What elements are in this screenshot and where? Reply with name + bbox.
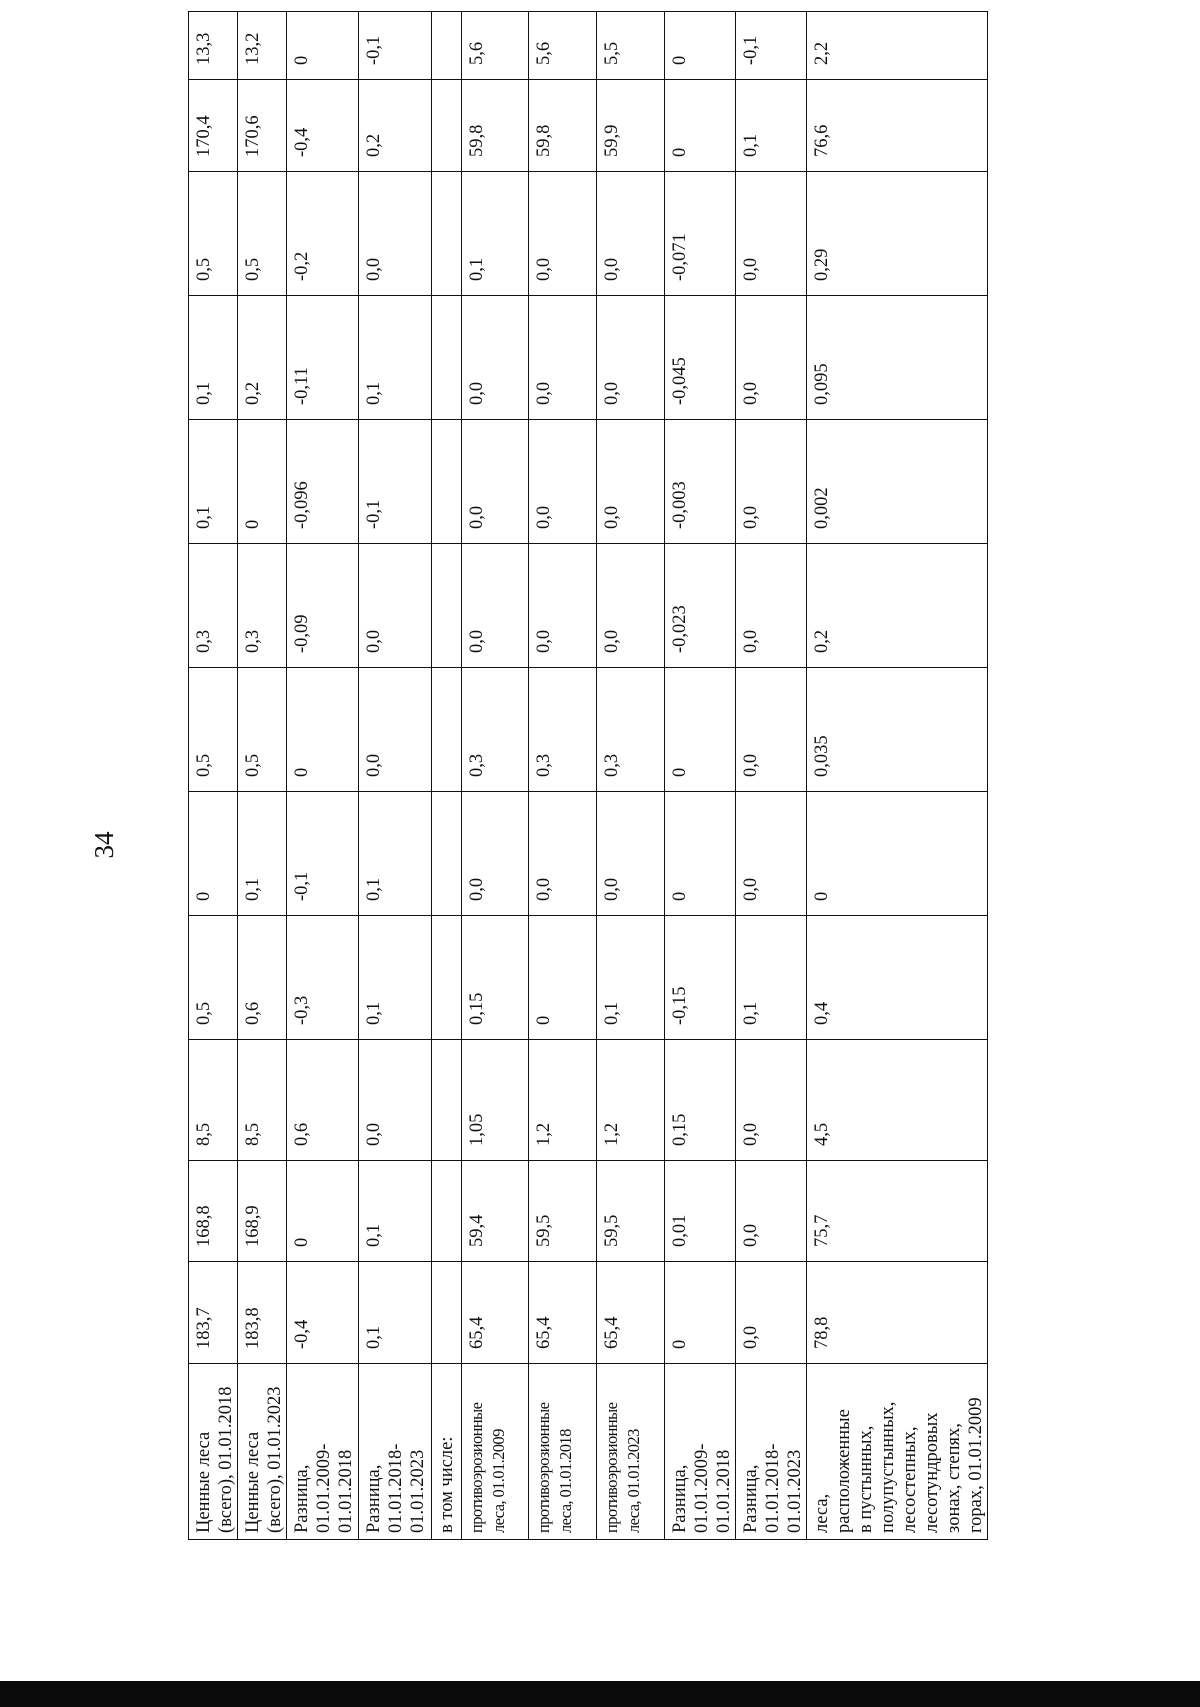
table-cell: 168,9 (238, 1161, 287, 1262)
table-cell: 0,0 (597, 172, 665, 296)
table-cell: 0,1 (736, 916, 807, 1040)
table-cell: 0,2 (238, 296, 287, 420)
table-cell: 168,8 (189, 1161, 238, 1262)
table-row (238, 12, 287, 1540)
table-cell: 0,5 (238, 668, 287, 792)
table-cell: 0,0 (359, 172, 432, 296)
table-cell: 0,1 (189, 296, 238, 420)
table-cell: 0,095 (807, 296, 988, 420)
table-cell: 0 (665, 668, 736, 792)
table-cell: 0,0 (597, 296, 665, 420)
table-cell: 0,1 (359, 792, 432, 916)
table-cell: 0,3 (189, 544, 238, 668)
row-label: Разница, 01.01.2018- 01.01.2023 (359, 1364, 432, 1540)
rotated-table-wrapper (188, 32, 1038, 1540)
table-cell: 0,6 (287, 1040, 359, 1161)
table-cell: 0,0 (736, 420, 807, 544)
table-row (462, 12, 529, 1540)
table-cell: 0,5 (189, 668, 238, 792)
table-cell: 0,1 (359, 916, 432, 1040)
table-cell: 5,6 (529, 12, 597, 80)
table-cell: -0,1 (359, 12, 432, 80)
table-cell: 0,2 (807, 544, 988, 668)
table-cell (432, 172, 462, 296)
table-cell: 0,0 (597, 420, 665, 544)
table-cell: 0,29 (807, 172, 988, 296)
table-cell: 59,5 (529, 1161, 597, 1262)
table-cell: 0,0 (736, 296, 807, 420)
table-cell: 0,0 (529, 792, 597, 916)
table-cell: 0,5 (189, 916, 238, 1040)
table-cell: 0,1 (462, 172, 529, 296)
row-label: Разница, 01.01.2018- 01.01.2023 (736, 1364, 807, 1540)
table-cell: 1,05 (462, 1040, 529, 1161)
table-row (597, 12, 665, 1540)
table-cell: 0,0 (462, 544, 529, 668)
table-cell: 65,4 (597, 1262, 665, 1364)
table-cell: 0 (287, 12, 359, 80)
table-cell: 0,1 (736, 80, 807, 172)
table-cell: 0 (529, 916, 597, 1040)
table-cell: 0 (665, 1262, 736, 1364)
table-cell: 0 (287, 668, 359, 792)
table-cell: -0,11 (287, 296, 359, 420)
table-cell (432, 420, 462, 544)
table-cell (432, 792, 462, 916)
forest-data-table (188, 11, 988, 1540)
table-cell: 0,1 (597, 916, 665, 1040)
table-cell: -0,003 (665, 420, 736, 544)
table-row (665, 12, 736, 1540)
table-cell: 59,8 (462, 80, 529, 172)
table-cell: 0,0 (359, 668, 432, 792)
table-cell: -0,09 (287, 544, 359, 668)
table-cell: 0,002 (807, 420, 988, 544)
table-cell: -0,4 (287, 80, 359, 172)
table-cell: 0,6 (238, 916, 287, 1040)
table-cell: 183,8 (238, 1262, 287, 1364)
table-cell: 5,5 (597, 12, 665, 80)
table-cell: 0,1 (359, 1262, 432, 1364)
table-cell: 0,0 (736, 1040, 807, 1161)
row-label: Разница, 01.01.2009- 01.01.2018 (287, 1364, 359, 1540)
page-number: 34 (89, 831, 119, 859)
table-cell: -0,4 (287, 1262, 359, 1364)
table-cell: 0,3 (597, 668, 665, 792)
table-row (736, 12, 807, 1540)
table-cell: 13,3 (189, 12, 238, 80)
table-cell: -0,1 (359, 420, 432, 544)
table-cell: 0,0 (462, 792, 529, 916)
row-label: противоэрозионные леса, 01.01.2023 (597, 1364, 665, 1540)
table-row (529, 12, 597, 1540)
table-cell (432, 1262, 462, 1364)
table-cell: 0,5 (238, 172, 287, 296)
table-cell: -0,096 (287, 420, 359, 544)
table-cell: 0 (189, 792, 238, 916)
table-cell (432, 12, 462, 80)
table-cell: 59,9 (597, 80, 665, 172)
table-cell: -0,2 (287, 172, 359, 296)
table-cell: -0,045 (665, 296, 736, 420)
table-cell: 0,1 (359, 1161, 432, 1262)
table-cell: 0,1 (189, 420, 238, 544)
table-cell: 0,0 (359, 544, 432, 668)
table-cell: -0,15 (665, 916, 736, 1040)
table-cell: 0 (287, 1161, 359, 1262)
table-cell: -0,1 (287, 792, 359, 916)
table-cell: 0,0 (597, 544, 665, 668)
table-cell (432, 1161, 462, 1262)
table-cell: 2,2 (807, 12, 988, 80)
table-cell (432, 80, 462, 172)
table-cell: 78,8 (807, 1262, 988, 1364)
table-cell: 13,2 (238, 12, 287, 80)
table-row (189, 12, 238, 1540)
table-row (359, 12, 432, 1540)
table-cell: 65,4 (462, 1262, 529, 1364)
table-cell: -0,3 (287, 916, 359, 1040)
scan-bottom-edge (0, 1681, 1200, 1707)
table-cell: 0 (665, 12, 736, 80)
row-label: в том числе: (432, 1364, 462, 1540)
table-row (287, 12, 359, 1540)
table-row (807, 12, 988, 1540)
table-cell: 0,0 (529, 544, 597, 668)
table-cell: 0,0 (529, 420, 597, 544)
table-cell: 0 (807, 792, 988, 916)
table-cell: 0,1 (238, 792, 287, 916)
table-cell: 0,0 (529, 172, 597, 296)
row-label: противоэрозионные леса, 01.01.2009 (462, 1364, 529, 1540)
table-cell: 0,3 (462, 668, 529, 792)
table-cell: 8,5 (238, 1040, 287, 1161)
table-cell: 0,0 (359, 1040, 432, 1161)
table-cell: 0 (665, 792, 736, 916)
table-cell: 0,0 (736, 1161, 807, 1262)
table-cell: 0 (238, 420, 287, 544)
table-cell: 0,15 (462, 916, 529, 1040)
table-cell: 0,2 (359, 80, 432, 172)
table-cell: 4,5 (807, 1040, 988, 1161)
table-cell: 59,8 (529, 80, 597, 172)
table-cell: 183,7 (189, 1262, 238, 1364)
table-cell (432, 544, 462, 668)
table-cell: -0,1 (736, 12, 807, 80)
table-cell: 59,5 (597, 1161, 665, 1262)
row-label: противоэрозионные леса, 01.01.2018 (529, 1364, 597, 1540)
table-cell: 170,6 (238, 80, 287, 172)
table-row (432, 12, 462, 1540)
table-body (189, 12, 988, 1540)
table-cell (432, 1040, 462, 1161)
table-cell: 0,0 (736, 668, 807, 792)
table-cell: 0,0 (462, 420, 529, 544)
table-cell: 0,0 (736, 172, 807, 296)
table-cell: 76,6 (807, 80, 988, 172)
table-cell: 1,2 (597, 1040, 665, 1161)
table-cell (432, 916, 462, 1040)
row-label: леса, расположенные в пустынных, полупустынных, лесостепных, лесотундровых зонах, степях, горах, 01.01.2009 (807, 1364, 988, 1540)
table-cell (432, 668, 462, 792)
table-cell: 0,0 (597, 792, 665, 916)
table-cell: 0,0 (529, 296, 597, 420)
table-cell: 1,2 (529, 1040, 597, 1161)
table-cell: 0,3 (238, 544, 287, 668)
table-cell (432, 296, 462, 420)
table-cell: 0,3 (529, 668, 597, 792)
table-cell: 0,4 (807, 916, 988, 1040)
table-cell: 0,0 (462, 296, 529, 420)
table-cell: 0,5 (189, 172, 238, 296)
table-cell: 0,0 (736, 544, 807, 668)
table-cell: 0,0 (736, 792, 807, 916)
table-cell: 75,7 (807, 1161, 988, 1262)
table-cell: 5,6 (462, 12, 529, 80)
row-label: Ценные леса (всего), 01.01.2023 (238, 1364, 287, 1540)
row-label: Ценные леса (всего), 01.01.2018 (189, 1364, 238, 1540)
table-cell: 0,01 (665, 1161, 736, 1262)
row-label: Разница, 01.01.2009- 01.01.2018 (665, 1364, 736, 1540)
table-cell: 0,035 (807, 668, 988, 792)
table-cell: 0,0 (736, 1262, 807, 1364)
table-cell: -0,071 (665, 172, 736, 296)
table-cell: 170,4 (189, 80, 238, 172)
table-cell: 0,1 (359, 296, 432, 420)
table-cell: 0,15 (665, 1040, 736, 1161)
table-cell: -0,023 (665, 544, 736, 668)
table-cell: 65,4 (529, 1262, 597, 1364)
table-cell: 8,5 (189, 1040, 238, 1161)
table-cell: 59,4 (462, 1161, 529, 1262)
table-cell: 0 (665, 80, 736, 172)
